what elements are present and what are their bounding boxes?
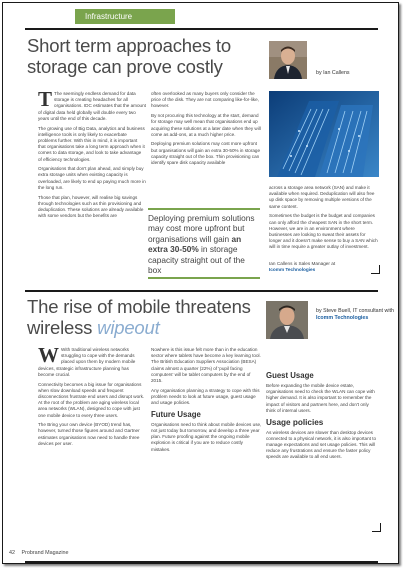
article2-column-2 <box>151 347 263 456</box>
paragraph: As wireless devices are slower than desktop devices connected to a physical network, it is also important to manage expectations and set usage policies. This will reduce any frustrations and ensure the faster policy speeds are available to all end users. <box>266 429 377 460</box>
paragraph: Connectivity becomes a big issue for organisations when slow download speeds and frequent disconnections frustrate end users and disrupt work. At the root of the problem are aging wireless local area networks (WLAN), designed to cope with just one mobile device to every three users. <box>38 381 145 418</box>
publication-name: Probrand Magazine <box>21 550 69 556</box>
magazine-page <box>2 2 399 564</box>
paragraph: The Bring your own device (BYOD) trend has, however, turned those figures around and Gartner estimates organisations now need to handle three devices per user. <box>38 422 140 446</box>
subheading-usage-policies: Usage policies <box>266 417 324 427</box>
article1-title: Short term approaches to storage can prove costly <box>27 35 231 77</box>
end-mark <box>372 523 381 532</box>
paragraph: T The seemingly endless demand for data storage is creating headaches for all organisations. IDC estimates that the amount of digital data held globally will double every two years until the end of this decade. <box>38 87 146 121</box>
article1-column-3 <box>269 185 379 254</box>
section-tab: Infrastructure <box>75 9 175 24</box>
article2-title: The rise of mobile threatens wireless wipeout <box>27 296 251 338</box>
paragraph: across a storage area network (SAN) and make it available when required. Deduplication will also free up disk space by removing multiple versions of the same content. <box>269 185 375 209</box>
paragraph: Organisations that don't plan ahead, and simply buy extra storage units when existing capacity is overloaded, are likely to end up paying much more in the long run. <box>38 166 146 190</box>
article2-column-3 <box>266 369 378 464</box>
dropcap: T <box>38 87 53 111</box>
paragraph: Deploying premium solutions may cost more upfront but organisations will gain an extra 30-50% in storage capacity straight out of the box. Thin provisioning can identify spare disk capacity available <box>151 141 261 166</box>
article1-column-1 <box>38 87 146 223</box>
section-rule <box>25 290 378 292</box>
paragraph: The growing use of Big Data, analytics and business intelligence tools is only likely to exacerbate problems further. With this in mind, it is important that organisations take a long term approach when it comes to data storage, and look to take advantage of efficiency technologies. <box>38 125 145 162</box>
paragraph: Before expanding the mobile device estate, organisations need to check the WLAN can cope with higher demand. It is also important to remember the impact of visitors and partners here, and don't only think of internal users. <box>266 383 375 413</box>
page-number: 42 <box>9 550 15 556</box>
article1-column-2 <box>151 91 263 170</box>
pull-quote: Deploying premium solutions may cost more upfront but organisations will gain an extra 30-50% in storage capacity straight out of the box <box>148 208 260 279</box>
author-photo-steve <box>266 301 308 339</box>
paragraph: Those that plan, however, will realise big savings through technologies such as thin provisioning and deduplication. These solutions are already available with some vendors but the benefits are <box>38 194 144 219</box>
subheading-guest-usage: Guest Usage <box>266 371 314 380</box>
paragraph: Nowhere is this issue felt more than in the education sector where tablets have become a key learning tool. The British Education Suppliers Association (BESA) claims almost a quarter (22%) of 'pupil facing computers' will be tablet computers by the end of 2015. <box>151 347 261 384</box>
article2-byline: by Steve Buell, IT consultant with Icomm Technologies <box>316 308 394 321</box>
bottom-rule <box>25 561 378 563</box>
paragraph: Sometimes the budget is the budget and companies can only afford the cheapest SAN in the short term. However, we are in an environment where businesses are looking to sweat their assets for longer and it doesn't make sense to buy a SAN which will in time require a greater outlay of investment. <box>269 213 378 250</box>
author-photo-ian <box>269 41 307 79</box>
paragraph: By not procuring this technology at the start, demand for storage may well mean that organisations end up acquiring these solutions at a later date when they will come as add-ons, at a much higher price. <box>151 113 261 137</box>
paragraph: Organisations need to think about mobile devices use, not just today but tomorrow, and develop a three year plan. Future proofing against the ongoing mobile explosion is critical if you are to reduce costly mistakes. <box>151 421 262 452</box>
server-rack-image <box>269 91 379 177</box>
subheading-future-usage: Future Usage <box>151 409 201 419</box>
author-note: Ian Callens is Sales Manager at Icomm Technologies <box>269 261 336 273</box>
paragraph: Any organisation planning a strategy to cope with this problem needs to look at future usage, guest usage and usage policies. <box>151 387 260 406</box>
article2-column-1 <box>38 343 146 451</box>
article1-byline: by Ian Callens <box>316 70 350 76</box>
page-footer <box>9 550 69 556</box>
paragraph: W With traditional wireless networks struggling to cope with the demands placed upon them by modern mobile devices, strategic infrastructure planning has become crucial. <box>38 343 136 377</box>
paragraph: often overlooked as many buyers only consider the price of the disk. They are not comparing like-for-like, however. <box>151 91 259 109</box>
top-rule <box>25 28 378 30</box>
dropcap: W <box>38 343 59 367</box>
